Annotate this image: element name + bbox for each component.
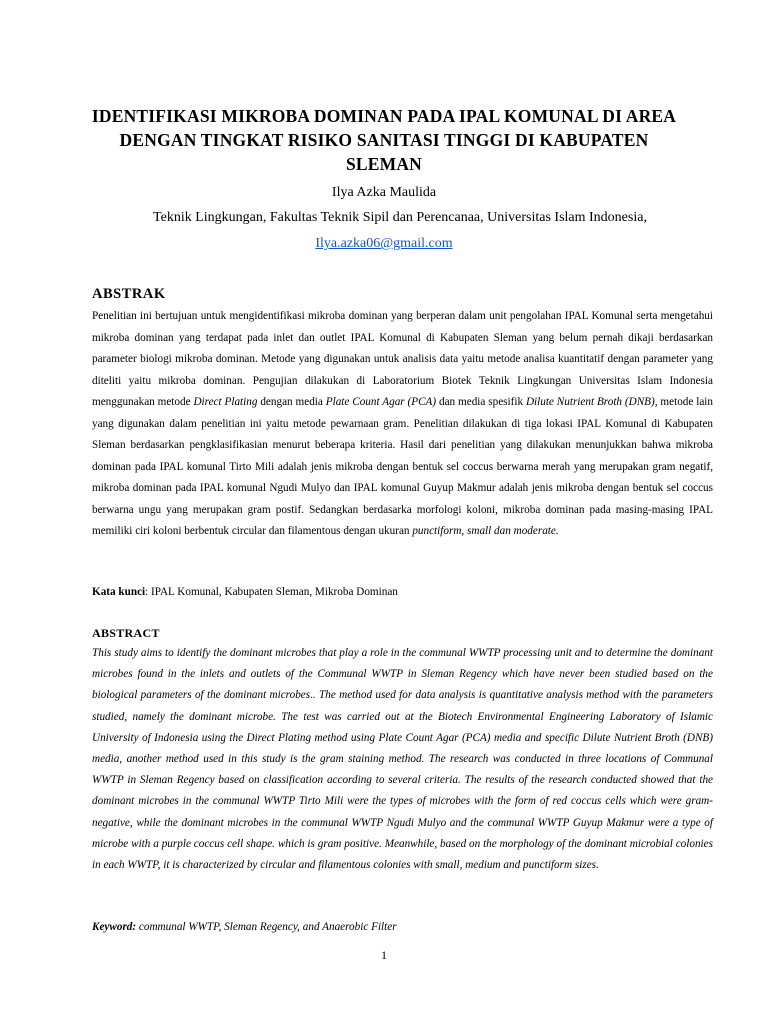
author-name: Ilya Azka Maulida — [331, 185, 437, 200]
abstrak-italic-2: Plate Count Agar (PCA) — [325, 396, 437, 408]
kata-kunci — [92, 584, 398, 600]
author-affiliation: Teknik Lingkungan, Fakultas Teknik Sipil dan Perencanaa, Universitas Islam Indonesia, — [153, 210, 647, 225]
abstract-heading: ABSTRACT — [92, 626, 160, 640]
abstrak-body — [92, 306, 713, 543]
keyword-label: Keyword: — [92, 921, 137, 933]
paper-title: IDENTIFIKASI MIKROBA DOMINAN PADA IPAL KOMUNAL DI AREA DENGAN TINGKAT RISIKO SANITASI TINGGI DI KABUPATEN SLEMAN — [91, 106, 677, 174]
author-email — [0, 235, 768, 253]
abstrak-text-1: Penelitian ini bertujuan untuk mengidentifikasi mikroba dominan yang berperan dalam unit pengolahan IPAL Komunal serta mengetahui mikroba dominan yang terdapat pada inlet dan outlet IPAL Komunal di Kabupaten Sleman yang belum pernah dikaji berdasarkan parameter biologi mikroba dominan. Metode yang digunakan untuk analisis data yaitu metode analisa kuantitatif dengan parameter yang diteliti yaitu mikroba dominan. Pengujian dilakukan di Laboratorium Biotek Teknik Lingkungan Universitas Islam Indonesia menggunakan metode — [92, 310, 713, 408]
abstrak-text-4: metode lain yang digunakan dalam penelitian ini yaitu metode pewarnaan gram. Penelitian dilakukan di tiga lokasi IPAL Komunal di Kabupaten Sleman berdasarkan pengklasifikasian menurut beberapa kriteria. Hasil dari penelitian yang dilakukan menunjukkan bahwa mikroba dominan pada IPAL komunal Tirto Mili adalah jenis mikroba dengan bentuk sel coccus berwarna merah yang merupakan gram negatif, mikroba dominan pada IPAL komunal Ngudi Mulyo dan IPAL komunal Guyup Makmur adalah jenis mikroba dengan bentuk sel coccus berwarna ungu yang merupakan gram postif. Sedangkan berdasarka morfologi koloni, mikroba dominan pada masing-masing IPAL memiliki ciri koloni berbentuk circular dan filamentous dengan ukuran — [92, 396, 713, 537]
kata-kunci-label: Kata kunci — [92, 586, 146, 598]
page-number: 1 — [381, 948, 387, 962]
email-link[interactable]: Ilya.azka06@gmail.com — [315, 236, 453, 251]
keywords — [92, 919, 397, 935]
abstrak-text-2: dengan media — [257, 396, 326, 408]
keyword-value: communal WWTP, Sleman Regency, and Anaerobic Filter — [136, 921, 397, 933]
abstrak-heading: ABSTRAK — [92, 286, 166, 302]
abstrak-text-3: dan media spesifik — [436, 396, 526, 408]
abstrak-italic-1: Direct Plating — [193, 396, 258, 408]
abstrak-italic-3: Dilute Nutrient Broth (DNB), — [525, 396, 658, 408]
abstrak-italic-4: punctiform, small dan moderate. — [412, 525, 559, 537]
kata-kunci-value: : IPAL Komunal, Kabupaten Sleman, Mikroba Dominan — [145, 586, 398, 598]
abstract-body: This study aims to identify the dominant microbes that play a role in the communal WWTP processing unit and to determine the dominant microbes found in the inlets and outlets of the Communal WWTP in Sleman Regency which have never been studied based on the biological parameters of the dominant microbes.. The method used for data analysis is quantitative analysis method with the parameters studied, namely the dominant microbe. The test was carried out at the Biotech Environmental Engineering Laboratory of Islamic University of Indonesia using the Direct Plating method using Plate Count Agar (PCA) media and specific Dilute Nutrient Broth (DNB) media, another method used in this study is the gram staining method. The research was conducted in three locations of Communal WWTP in Sleman Regency based on classification according to several criteria. The results of the research conducted showed that the dominant microbes in the communal WWTP Tirto Mili were the types of microbes with the form of red coccus cells which were gram-negative, while the dominant microbes in the communal WWTP Ngudi Mulyo and the communal WWTP Guyup Makmur were a type of microbe with a purple coccus cell shape. which is gram positive. Meanwhile, based on the morphology of the dominant microbial colonies in each WWTP, it is characterized by circular and filamentous colonies with small, medium and punctiform sizes. — [92, 647, 713, 872]
